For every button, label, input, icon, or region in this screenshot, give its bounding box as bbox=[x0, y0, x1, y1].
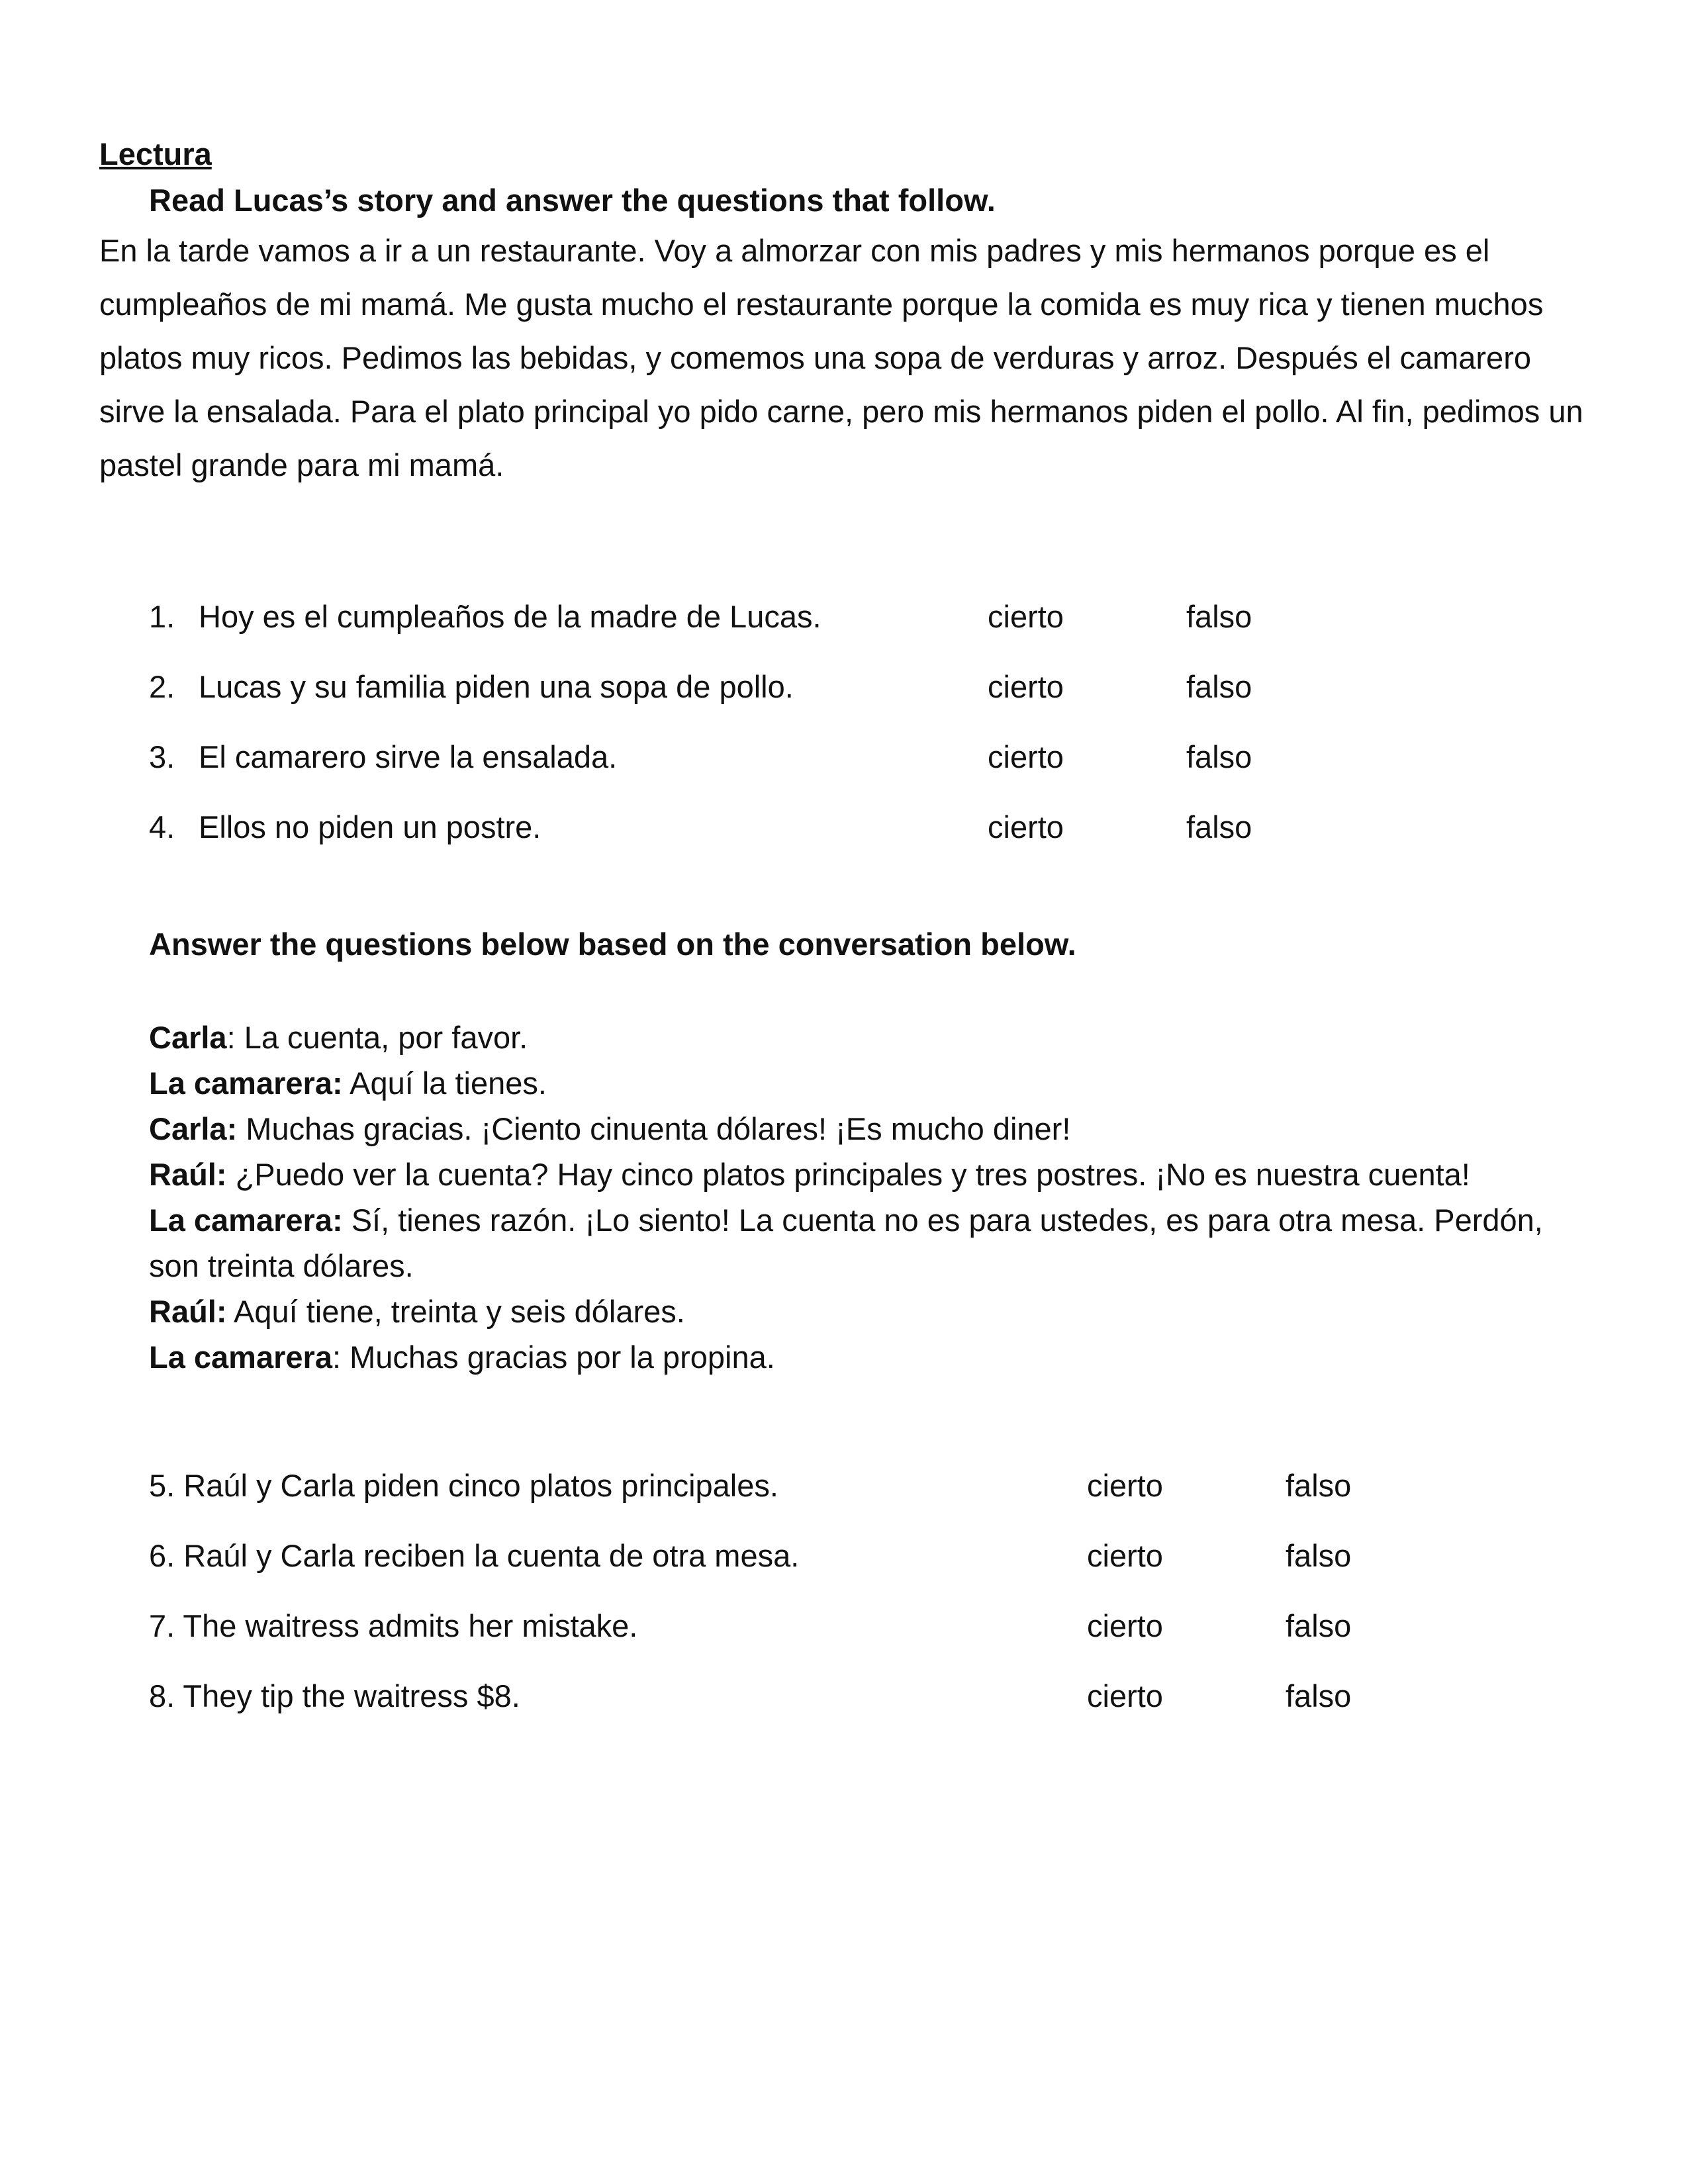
question-text: Hoy es el cumpleaños de la madre de Lucas. bbox=[199, 599, 821, 634]
dialogue-line bbox=[149, 1152, 1592, 1197]
question-text: 8. They tip the waitress $8. bbox=[149, 1678, 520, 1713]
question-text: Ellos no piden un postre. bbox=[199, 809, 541, 844]
speaker-name: La camarera bbox=[149, 1340, 332, 1375]
option-cierto[interactable]: cierto bbox=[1087, 1608, 1163, 1643]
story-text: En la tarde vamos a ir a un restaurante. Voy a almorzar con mis padres y mis hermanos porque es el cumpleaños de mi mamá. Me gusta mucho el restaurante porque la comida es muy rica y tienen muchos platos muy ricos. Pedimos las bebidas, y comemos una sopa de verduras y arroz. Después el camarero sirve la ensalada. Para el plato principal yo pido carne, pero mis hermanos piden el pollo. Al fin, pedimos un pastel grande para mi mamá. bbox=[99, 233, 1583, 482]
speaker-separator bbox=[343, 1203, 352, 1238]
conversation bbox=[149, 1015, 1592, 1380]
dialogue-line bbox=[149, 1106, 1592, 1152]
option-cierto[interactable]: cierto bbox=[1087, 1678, 1163, 1713]
question-row bbox=[149, 1676, 1407, 1747]
speaker-name: Raúl: bbox=[149, 1294, 227, 1329]
option-falso[interactable]: falso bbox=[1186, 599, 1252, 634]
dialogue-text: La cuenta, por favor. bbox=[244, 1020, 528, 1055]
speaker-separator bbox=[227, 1157, 236, 1192]
option-cierto[interactable]: cierto bbox=[1087, 1468, 1163, 1503]
reading-instruction: Read Lucas’s story and answer the questions that follow. bbox=[149, 183, 996, 218]
dialogue-line bbox=[149, 1334, 1592, 1380]
speaker-name: La camarera: bbox=[149, 1066, 343, 1101]
question-text: El camarero sirve la ensalada. bbox=[199, 739, 618, 774]
dialogue-line bbox=[149, 1015, 1592, 1060]
speaker-name: Carla: bbox=[149, 1111, 238, 1146]
question-text: 6. Raúl y Carla reciben la cuenta de otra mesa. bbox=[149, 1538, 800, 1573]
dialogue-text: Aquí la tienes. bbox=[350, 1066, 547, 1101]
speaker-separator bbox=[343, 1066, 350, 1101]
section-heading: Lectura bbox=[99, 136, 212, 171]
option-cierto[interactable]: cierto bbox=[988, 599, 1064, 634]
option-falso[interactable]: falso bbox=[1186, 739, 1252, 774]
option-falso[interactable]: falso bbox=[1286, 1538, 1352, 1573]
question-row bbox=[149, 737, 1407, 807]
true-false-list-part1 bbox=[149, 597, 1407, 878]
question-number: 4. bbox=[149, 809, 175, 844]
dialogue-text: Muchas gracias. ¡Ciento cinuenta dólares! ¡Es mucho diner! bbox=[246, 1111, 1071, 1146]
option-falso[interactable]: falso bbox=[1286, 1678, 1352, 1713]
dialogue-text: ¿Puedo ver la cuenta? Hay cinco platos principales y tres postres. ¡No es nuestra cuenta! bbox=[235, 1157, 1470, 1192]
dialogue-line bbox=[149, 1197, 1592, 1289]
option-cierto[interactable]: cierto bbox=[1087, 1538, 1163, 1573]
question-text: 7. The waitress admits her mistake. bbox=[149, 1608, 638, 1643]
question-row bbox=[149, 597, 1407, 667]
dialogue-line bbox=[149, 1289, 1592, 1334]
speaker-name: Raúl: bbox=[149, 1157, 227, 1192]
dialogue-line bbox=[149, 1060, 1592, 1106]
option-falso[interactable]: falso bbox=[1186, 809, 1252, 844]
conversation-instruction: Answer the questions below based on the conversation below. bbox=[149, 927, 1076, 962]
question-number: 2. bbox=[149, 669, 175, 704]
question-row bbox=[149, 1466, 1407, 1536]
question-row bbox=[149, 1536, 1407, 1606]
speaker-name: La camarera: bbox=[149, 1203, 343, 1238]
speaker-separator bbox=[237, 1111, 246, 1146]
dialogue-text: Sí, tienes razón. ¡Lo siento! La cuenta no es para ustedes, es para otra mesa. Perdón, son treinta dólares. bbox=[149, 1203, 1543, 1283]
speaker-name: Carla bbox=[149, 1020, 227, 1055]
option-cierto[interactable]: cierto bbox=[988, 739, 1064, 774]
question-text: 5. Raúl y Carla piden cinco platos principales. bbox=[149, 1468, 778, 1503]
option-falso[interactable]: falso bbox=[1286, 1608, 1352, 1643]
option-cierto[interactable]: cierto bbox=[988, 809, 1064, 844]
question-number: 1. bbox=[149, 599, 175, 634]
speaker-separator bbox=[227, 1294, 234, 1329]
option-falso[interactable]: falso bbox=[1286, 1468, 1352, 1503]
option-cierto[interactable]: cierto bbox=[988, 669, 1064, 704]
option-falso[interactable]: falso bbox=[1186, 669, 1252, 704]
speaker-separator: : bbox=[332, 1340, 350, 1375]
question-text: Lucas y su familia piden una sopa de pollo. bbox=[199, 669, 794, 704]
question-row bbox=[149, 1606, 1407, 1676]
speaker-separator: : bbox=[226, 1020, 244, 1055]
question-number: 3. bbox=[149, 739, 175, 774]
question-row bbox=[149, 667, 1407, 737]
true-false-list-part2 bbox=[149, 1466, 1407, 1747]
dialogue-text: Muchas gracias por la propina. bbox=[350, 1340, 775, 1375]
story-passage bbox=[99, 224, 1589, 492]
question-row bbox=[149, 807, 1407, 878]
dialogue-text: Aquí tiene, treinta y seis dólares. bbox=[233, 1294, 685, 1329]
